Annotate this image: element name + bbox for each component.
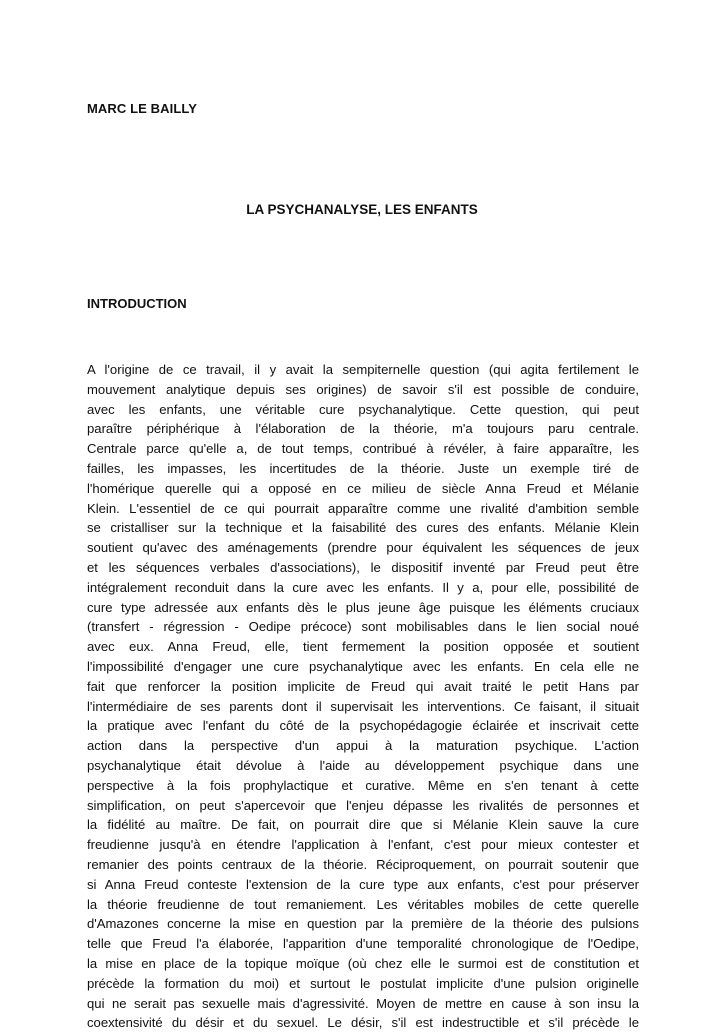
paragraph-line: intégralement reconduit dans la cure avec les enfants. Il y a, pour elle, possibilité de	[87, 579, 639, 595]
paragraph-line: Klein. L'essentiel de ce qui pourrait apparaître comme une rivalité d'ambition semble	[87, 500, 639, 516]
paragraph-line: l'intermédiaire de ses parents dont il supervisait les interventions. Ce faisant, il situait	[87, 698, 639, 714]
paragraph-line: l'impossibilité d'engager une cure psychanalytique avec les enfants. En cela elle ne	[87, 658, 639, 674]
author-name: MARC LE BAILLY	[87, 101, 197, 116]
paragraph-line: d'Amazones concerne la mise en question par la première de la théorie des pulsions	[87, 916, 639, 932]
paragraph-line: la fidélité au maître. De fait, on pourrait dire que si Mélanie Klein sauve la cure	[87, 817, 639, 833]
paragraph-line: cure type adressée aux enfants dès le plus jeune âge puisque les éléments cruciaux	[87, 599, 639, 615]
paragraph-line: perspective à la fois prophylactique et curative. Même en s'en tenant à cette	[87, 777, 639, 793]
paragraph-line: la mise en place de la topique moïque (où chez elle le surmoi est de constitution et	[87, 955, 639, 971]
paragraph-line: remanier des points centraux de la théorie. Réciproquement, on pourrait soutenir que	[87, 856, 639, 872]
paragraph-line: coextensivité du désir et du sexuel. Le désir, s'il est indestructible et s'il précède le	[87, 1015, 639, 1031]
paragraph-line: avec eux. Anna Freud, elle, tient fermement la position opposée et soutient	[87, 639, 639, 655]
paragraph-line: soutient qu'avec des aménagements (prendre pour équivalent les séquences de jeux	[87, 540, 639, 556]
paragraph-line: action dans la perspective d'un appui à la maturation psychique. L'action	[87, 738, 639, 754]
paragraph-line: si Anna Freud conteste l'extension de la cure type aux enfants, c'est pour préserver	[87, 876, 639, 892]
paragraph-line: freudienne jusqu'à en étendre l'application à l'enfant, c'est pour mieux contester et	[87, 837, 639, 853]
paragraph-line: mouvement analytique depuis ses origines) de savoir s'il est possible de conduire,	[87, 381, 639, 397]
introduction-paragraph	[87, 360, 639, 1033]
paragraph-line: fait que renforcer la position implicite de Freud qui avait traité le petit Hans par	[87, 678, 639, 694]
paragraph-line: Centrale parce qu'elle a, de tout temps, contribué à révéler, à faire apparaître, les	[87, 441, 639, 457]
paragraph-line: telle que Freud l'a élaborée, l'apparition d'une temporalité chronologique de l'Oedipe,	[87, 936, 639, 952]
paragraph-line: avec les enfants, une véritable cure psychanalytique. Cette question, qui peut	[87, 401, 639, 417]
paragraph-line: et les séquences verbales d'associations), le dispositif inventé par Freud peut être	[87, 559, 639, 575]
section-heading-introduction: INTRODUCTION	[87, 296, 187, 311]
paragraph-line: simplification, on peut s'apercevoir que l'enjeu dépasse les rivalités de personnes et	[87, 797, 639, 813]
paragraph-line: la théorie freudienne de tout remaniement. Les véritables mobiles de cette querelle	[87, 896, 639, 912]
document-title: LA PSYCHANALYSE, LES ENFANTS	[246, 202, 478, 217]
paragraph-line: se cristalliser sur la technique et la faisabilité des cures des enfants. Mélanie Klein	[87, 520, 639, 536]
paragraph-line: A l'origine de ce travail, il y avait la sempiternelle question (qui agita fertilement le	[87, 362, 639, 377]
paragraph-line: l'homérique querelle qui a opposé en ce milieu de siècle Anna Freud et Mélanie	[87, 480, 639, 496]
paragraph-line: (transfert - régression - Oedipe précoce) sont mobilisables dans le lien social noué	[87, 619, 639, 635]
paragraph-line: qui ne serait pas sexuelle mais d'agressivité. Moyen de mettre en cause à son insu la	[87, 995, 639, 1011]
paragraph-line: failles, les impasses, les incertitudes de la théorie. Juste un exemple tiré de	[87, 460, 639, 476]
paragraph-line: précède la formation du moi) et surtout le postulat implicite d'une pulsion originelle	[87, 975, 639, 991]
paragraph-line: la pratique avec l'enfant du côté de la psychopédagogie éclairée et inscrivait cette	[87, 718, 639, 734]
paragraph-line: paraître périphérique à l'élaboration de la théorie, m'a toujours paru centrale.	[87, 421, 639, 437]
paragraph-line: psychanalytique était dévolue à l'aide au développement psychique dans une	[87, 757, 639, 773]
